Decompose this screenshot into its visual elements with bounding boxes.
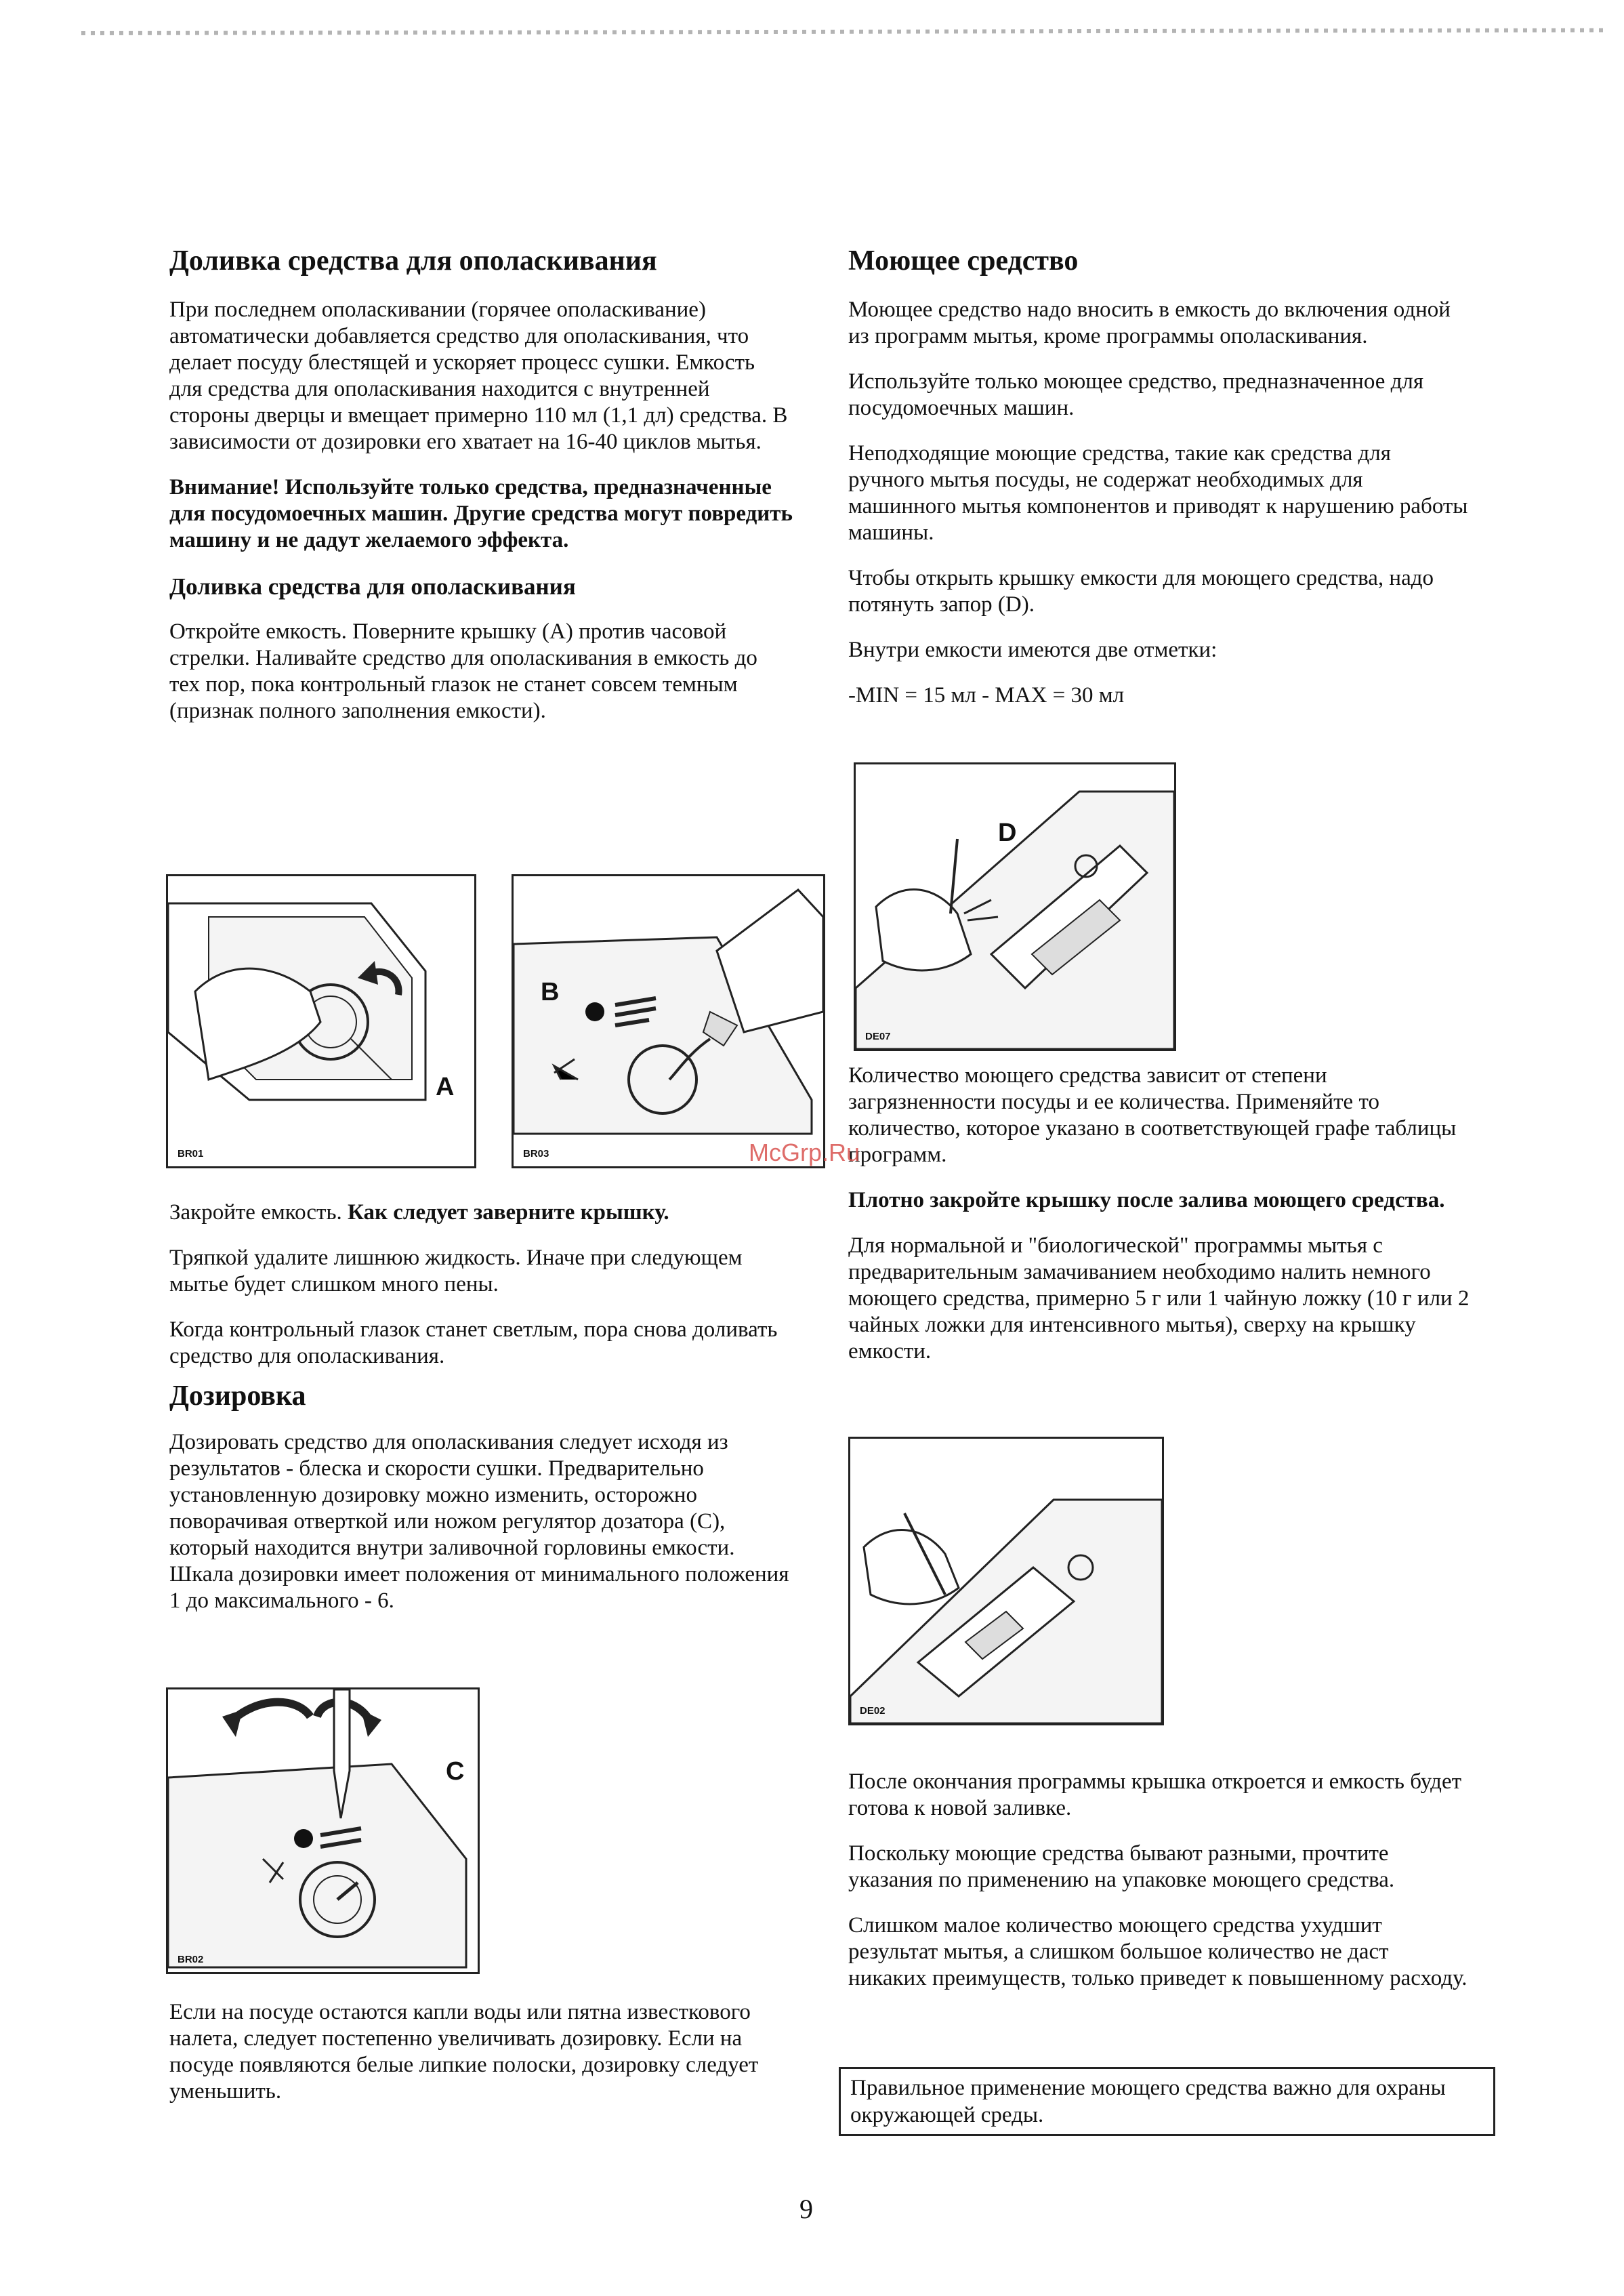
paragraph: Для нормальной и "биологической" программы мытья с предварительным замачиванием необходимо налить немного моющего средства, примерно 5 г или 1 чайную ложку (10 г или 2 чайных ложки для интенсивного мытья), сверху на крышку емкости. bbox=[848, 1233, 1470, 1364]
detergent-on-lid-illustration bbox=[850, 1439, 1162, 1723]
subheading-rinse-aid-refill: Доливка средства для ополаскивания bbox=[169, 573, 576, 600]
figure-br02 bbox=[166, 1687, 480, 1974]
paragraph: Чтобы открыть крышку емкости для моющего средства, надо потянуть запор (D). bbox=[848, 566, 1434, 617]
paragraph: После окончания программы крышка откроется и емкость будет готова к новой заливке. bbox=[848, 1769, 1462, 1820]
figure-code: DE07 bbox=[865, 1031, 891, 1042]
figure-br03 bbox=[512, 874, 825, 1168]
paragraph: Слишком малое количество моющего средства ухудшит результат мытья, а слишком большое количество не даст никаких преимуществ, только приведет к повышенному расходу. bbox=[848, 1913, 1467, 1990]
rinse-aid-cap-illustration bbox=[168, 876, 474, 1166]
watermark: McGrp.Ru bbox=[749, 1139, 860, 1166]
paragraph: Когда контрольный глазок станет светлым, пора снова доливать средство для ополаскивания. bbox=[169, 1317, 778, 1368]
scan-artifact bbox=[81, 19, 1606, 39]
right-column-bottom bbox=[848, 1769, 1472, 2011]
figure-code: BR01 bbox=[178, 1148, 204, 1160]
page-number: 9 bbox=[799, 2194, 813, 2224]
dosage-regulator-illustration bbox=[168, 1689, 478, 1972]
rinse-aid-pouring-illustration bbox=[514, 876, 823, 1166]
left-column-middle bbox=[169, 1200, 793, 1633]
text: Закройте емкость. bbox=[169, 1200, 348, 1225]
paragraph: Тряпкой удалите лишнюю жидкость. Иначе при следующем мытье будет слишком много пены. bbox=[169, 1246, 743, 1296]
paragraph: Поскольку моющие средства бывают разными, прочтите указания по применению на упаковке моющего средства. bbox=[848, 1841, 1395, 1892]
figure-de07 bbox=[854, 762, 1176, 1051]
paragraph: Используйте только моющее средство, предназначенное для посудомоечных машин. bbox=[848, 369, 1424, 421]
paragraph: Моющее средство надо вносить в емкость до включения одной из программ мытья, кроме программы ополаскивания. bbox=[848, 298, 1451, 349]
heading-rinse-aid: Доливка средства для ополаскивания bbox=[169, 245, 657, 276]
label-c: C bbox=[446, 1757, 465, 1786]
left-column-bottom bbox=[169, 1999, 793, 2124]
paragraph: Дозировать средство для ополаскивания следует исходя из результатов - блеска и скорости сушки. Предварительно установленную дозировку можно изменить, осторожно поворачивая отверткой или ножом регулятор дозатора (C), который находится внутри заливочной горловины емкости. Шкала дозировки имеет положения от минимального положения 1 до максимального - 6. bbox=[169, 1430, 789, 1614]
right-column bbox=[848, 244, 1472, 728]
paragraph: При последнем ополаскивании (горячее ополаскивание) автоматически добавляется средство для ополаскивания, что делает посуду блестящей и ускоряет процесс сушки. Емкость для средства для ополаскивания находится с внутренней стороны дверцы и вмещает примерно 110 мл (1,1 дл) средства. В зависимости от дозировки его хватает на 16-40 циклов мытья. bbox=[169, 298, 788, 455]
heading-dosage: Дозировка bbox=[169, 1380, 306, 1412]
right-column-middle bbox=[848, 1063, 1472, 1384]
paragraph-bold: Плотно закройте крышку после залива моющего средства. bbox=[848, 1188, 1445, 1212]
paragraph: Внутри емкости имеются две отметки: bbox=[848, 638, 1217, 663]
label-d: D bbox=[998, 819, 1017, 847]
paragraph: Откройте емкость. Поверните крышку (A) против часовой стрелки. Наливайте средство для ополаскивания в емкость до тех пор, пока контрольный глазок не станет совсем темным (признак полного заполнения емкости). bbox=[169, 619, 757, 724]
paragraph-min-max: -MIN = 15 мл - MAX = 30 мл bbox=[848, 683, 1125, 708]
paragraph: Неподходящие моющие средства, такие как средства для ручного мытья посуды, не содержат необходимых для машинного мытья компонентов и приводят к нарушению работы машины. bbox=[848, 441, 1468, 546]
warning-paragraph: Внимание! Используйте только средства, предназначенные для посудомоечных машин. Другие средства могут повредить машину и не дадут желаемого эффекта. bbox=[169, 475, 793, 553]
paragraph: Если на посуде остаются капли воды или пятна известкового налета, следует постепенно увеличивать дозировку. Если на посуде появляются белые липкие полоски, дозировку следует уменьшить. bbox=[169, 2000, 759, 2104]
figure-code: BR03 bbox=[523, 1148, 549, 1160]
detergent-dispenser-open-illustration bbox=[856, 764, 1174, 1049]
figure-de02 bbox=[848, 1437, 1164, 1725]
left-column bbox=[169, 244, 793, 743]
label-a: A bbox=[436, 1073, 455, 1101]
text-bold: Как следует заверните крышку. bbox=[348, 1200, 669, 1225]
figure-code: DE02 bbox=[860, 1705, 886, 1717]
label-b: B bbox=[541, 978, 560, 1006]
figure-code: BR02 bbox=[178, 1954, 204, 1965]
paragraph: Количество моющего средства зависит от степени загрязненности посуды и ее количества. Применяйте то количество, которое указано в соответствующей графе таблицы программ. bbox=[848, 1063, 1457, 1167]
paragraph-close-container bbox=[169, 1200, 793, 1226]
heading-detergent: Моющее средство bbox=[848, 245, 1079, 276]
figure-br01 bbox=[166, 874, 476, 1168]
environment-note-box: Правильное применение моющего средства важно для охраны окружающей среды. bbox=[839, 2067, 1495, 2136]
